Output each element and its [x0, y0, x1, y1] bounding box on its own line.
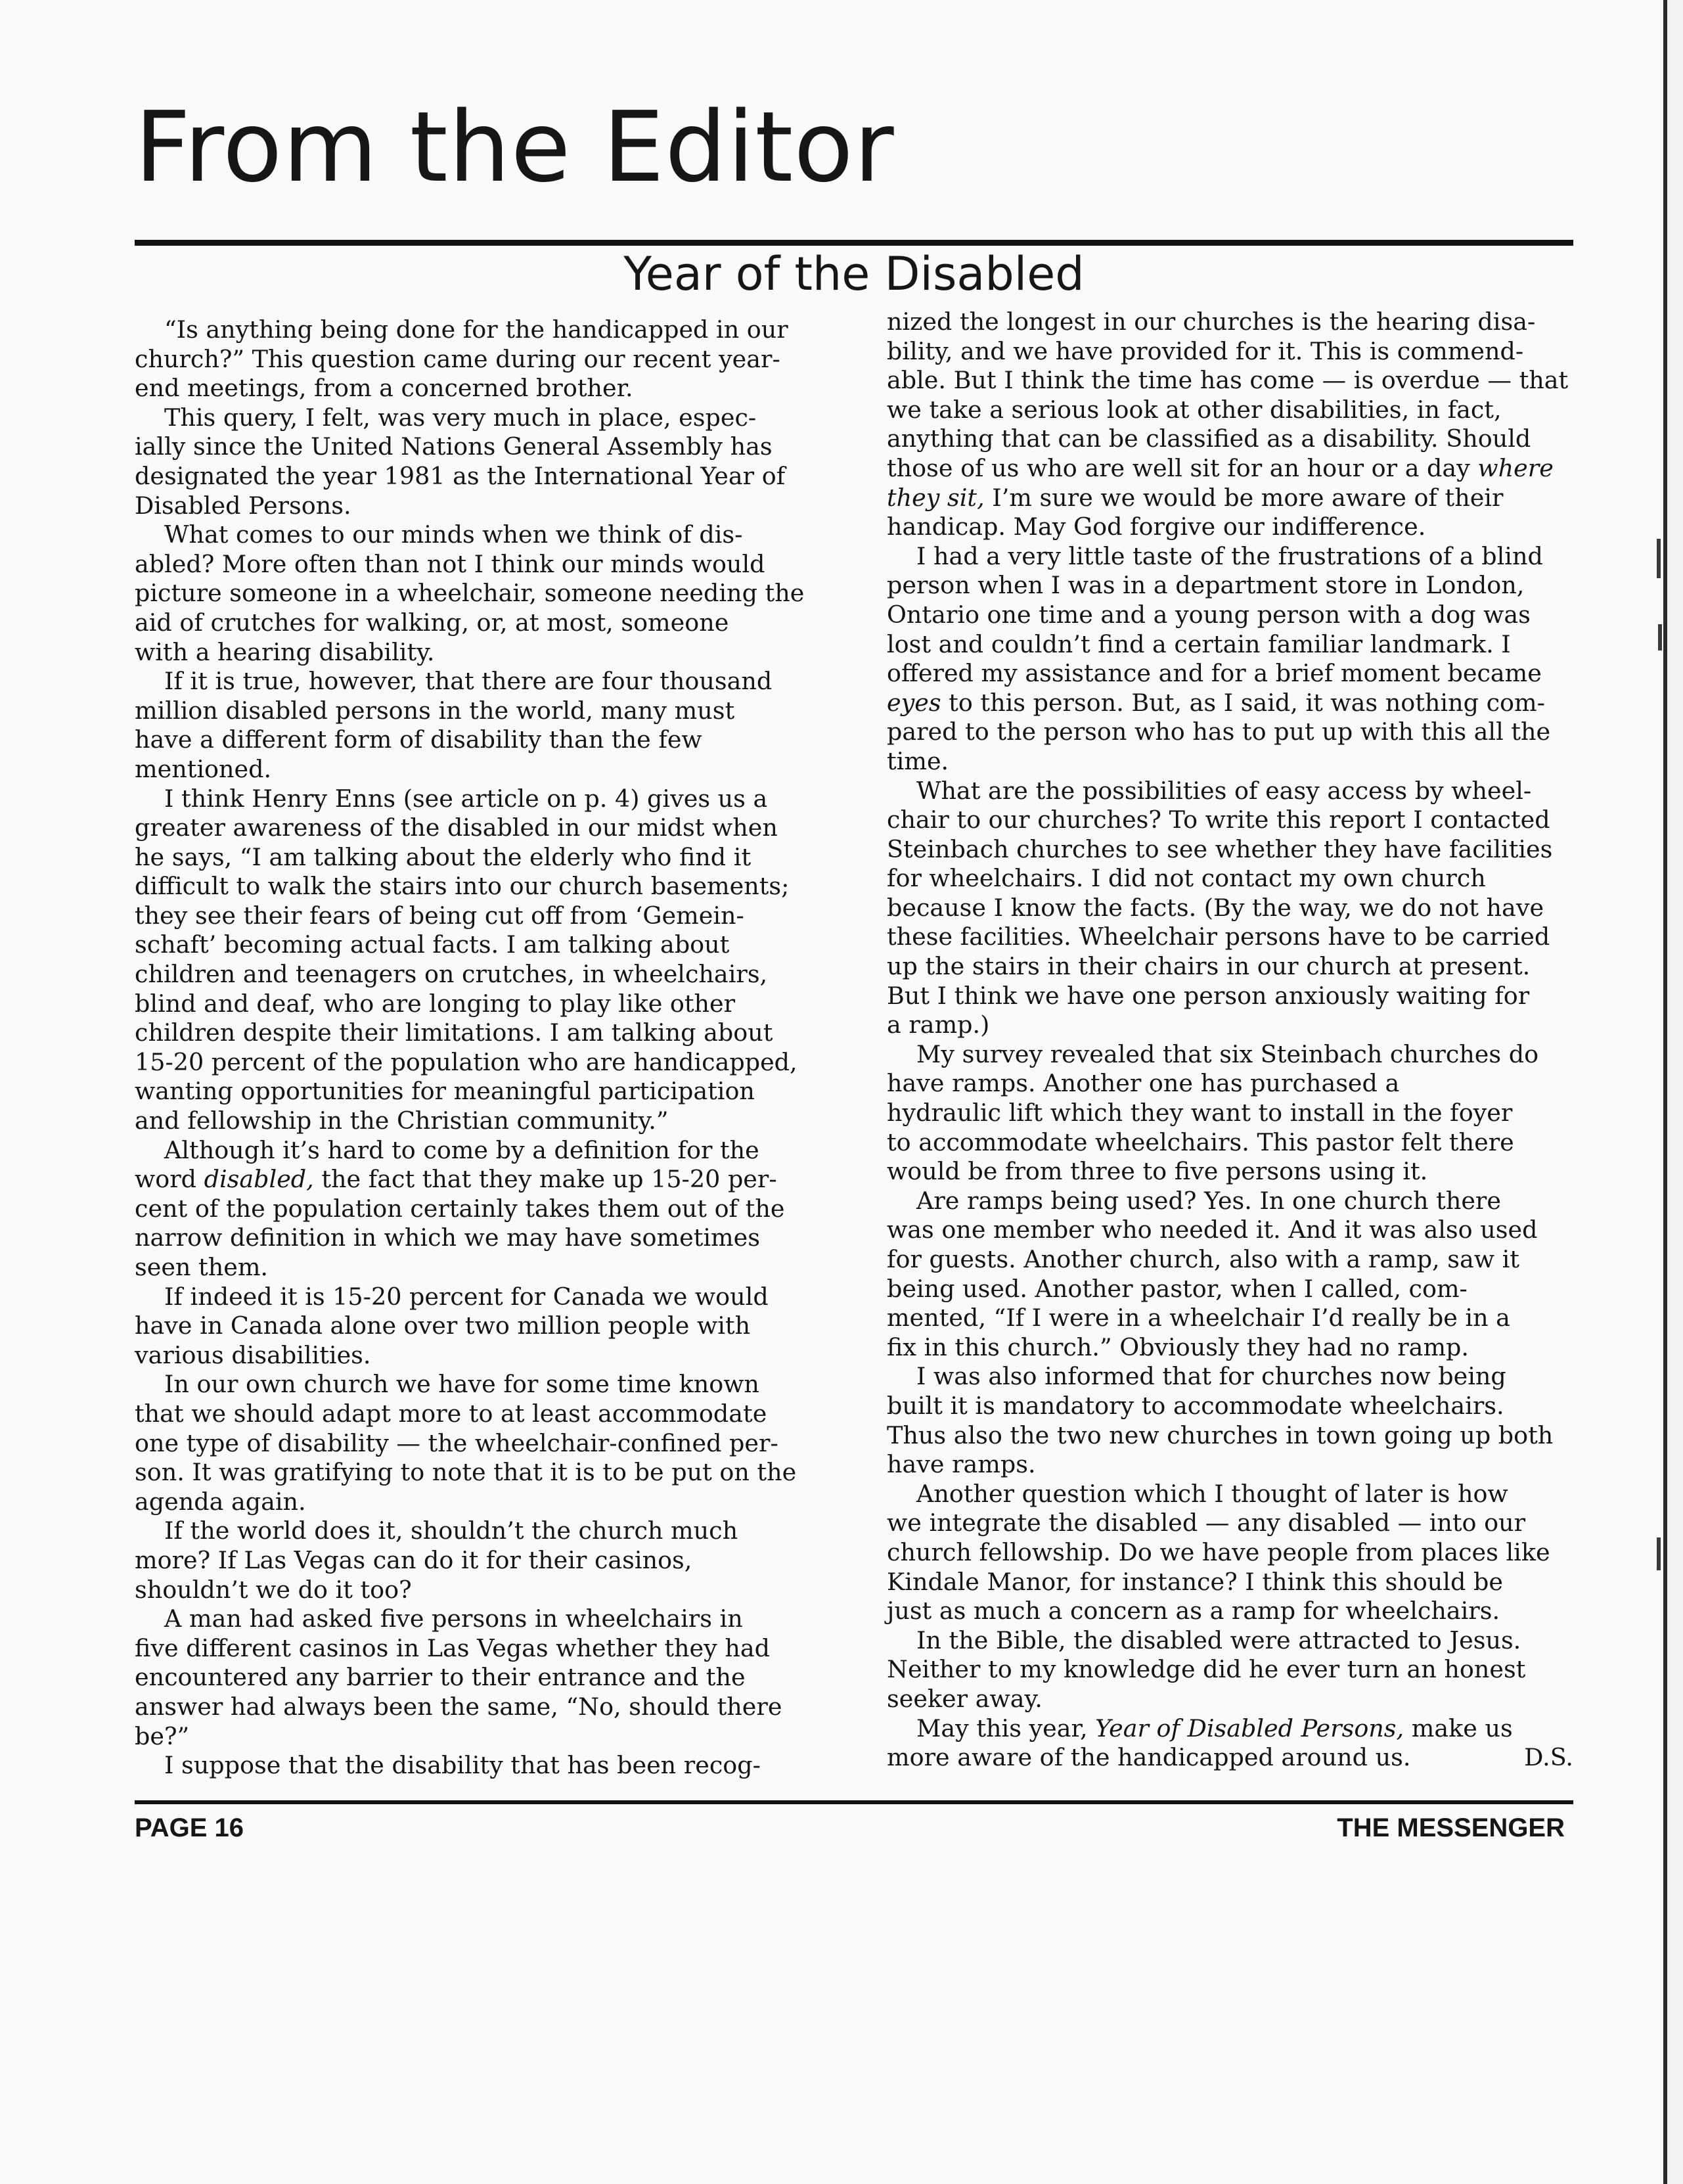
text-line [887, 1392, 1573, 1421]
text-line [887, 1245, 1573, 1275]
text-run: would be from three to five persons using it. [887, 1157, 1428, 1186]
text-line [887, 864, 1573, 894]
text-line [135, 608, 805, 638]
text-run: In our own church we have for some time known [164, 1370, 759, 1399]
text-run: This query, I felt, was very much in place, espec- [164, 403, 757, 432]
text-line [135, 1048, 805, 1078]
text-line [135, 785, 805, 814]
text-run: aid of crutches for walking, or, at most, someone [135, 608, 729, 637]
text-line [135, 990, 805, 1019]
text-line [887, 1069, 1573, 1099]
text-run: and fellowship in the Christian community.” [135, 1106, 669, 1135]
text-run: mentioned. [135, 754, 272, 783]
text-run: bility, and we have provided for it. This is commend- [887, 336, 1524, 365]
text-line [135, 1722, 805, 1752]
text-line [135, 462, 805, 491]
publication-name: THE MESSENGER [1337, 1813, 1565, 1842]
text-run: just as much a concern as a ramp for wheelchairs. [887, 1597, 1500, 1626]
text-line [887, 1655, 1573, 1685]
text-run: A man had asked five persons in wheelchairs in [164, 1604, 743, 1633]
text-run: these facilities. Wheelchair persons have to be carried [887, 922, 1550, 951]
header-rule [135, 240, 1573, 246]
text-run: Thus also the two new churches in town going up both [887, 1421, 1554, 1449]
text-run: seeker away. [887, 1684, 1043, 1713]
text-line [135, 638, 805, 668]
text-run: If indeed it is 15-20 percent for Canada we would [164, 1282, 769, 1311]
text-run: they see their fears of being cut off from ‘Gemein- [135, 901, 744, 930]
text-run: pared to the person who has to put up with this all the [887, 717, 1551, 746]
text-run: Another question which I thought of later is how [916, 1479, 1508, 1508]
text-line [887, 337, 1573, 367]
italic-run: eyes [887, 688, 941, 717]
text-line [887, 894, 1573, 923]
text-line [135, 1165, 805, 1194]
text-line [887, 1362, 1573, 1392]
text-run: What comes to our minds when we think of dis- [164, 520, 743, 549]
left-column [135, 315, 805, 1781]
text-run: have ramps. Another one has purchased a [887, 1069, 1400, 1098]
text-run: million disabled persons in the world, many must [135, 696, 735, 725]
text-line [135, 901, 805, 931]
text-line [887, 1509, 1573, 1538]
text-run: narrow definition in which we may have sometimes [135, 1223, 760, 1252]
text-line [887, 1743, 1573, 1773]
text-run: Although it’s hard to come by a definition for the [164, 1135, 759, 1164]
text-run: Ontario one time and a young person with a dog was [887, 600, 1531, 629]
text-run: wanting opportunities for meaningful participation [135, 1077, 755, 1106]
text-line [887, 659, 1573, 689]
text-run: built it is mandatory to accommodate wheelchairs. [887, 1391, 1504, 1420]
text-run: because I know the facts. (By the way, we do not have [887, 893, 1544, 922]
text-line [135, 1136, 805, 1166]
text-run: we take a serious look at other disabilities, in fact, [887, 395, 1502, 424]
text-run: with a hearing disability. [135, 637, 435, 666]
text-run: children and teenagers on crutches, in wheelchairs, [135, 960, 768, 989]
text-run: a ramp.) [887, 1011, 990, 1039]
text-run: have in Canada alone over two million people with [135, 1311, 751, 1340]
text-line [887, 1099, 1573, 1128]
text-line [887, 630, 1573, 660]
text-line [135, 1663, 805, 1693]
text-run: church fellowship. Do we have people from places like [887, 1537, 1550, 1566]
text-line [135, 1751, 805, 1781]
text-line [135, 1546, 805, 1576]
text-line [135, 1223, 805, 1253]
text-run: fix in this church.” Obviously they had no ramp. [887, 1332, 1470, 1361]
text-line [887, 1538, 1573, 1568]
text-run: mented, “If I were in a wheelchair I’d really be in a [887, 1304, 1510, 1332]
text-line [887, 1480, 1573, 1509]
italic-run: disabled, [204, 1165, 314, 1194]
text-line [135, 315, 805, 345]
text-line [135, 1634, 805, 1664]
text-run: May this year, [916, 1714, 1096, 1742]
text-line [135, 813, 805, 843]
text-run: greater awareness of the disabled in our midst when [135, 813, 778, 842]
text-line [887, 1714, 1573, 1744]
text-line [135, 1311, 805, 1341]
text-line [887, 1304, 1573, 1333]
scan-edge-mark [1658, 624, 1662, 650]
text-line [135, 843, 805, 873]
text-line [135, 345, 805, 375]
text-run: difficult to walk the stairs into our church basements; [135, 872, 790, 901]
text-line [135, 1399, 805, 1429]
text-run: shouldn’t we do it too? [135, 1575, 412, 1604]
text-line [135, 1488, 805, 1517]
text-run: abled? More often than not I think our minds would [135, 549, 765, 578]
text-run: Steinbach churches to see whether they have facilities [887, 834, 1553, 863]
text-run: being used. Another pastor, when I called, com- [887, 1274, 1468, 1303]
text-line [135, 755, 805, 785]
text-line [887, 922, 1573, 952]
text-run: be?” [135, 1721, 190, 1750]
text-run: ially since the United Nations General Assembly has [135, 432, 773, 461]
text-line [135, 1194, 805, 1224]
text-line [887, 1011, 1573, 1040]
text-line [135, 550, 805, 580]
text-line [887, 982, 1573, 1011]
text-run: Kindale Manor, for instance? I think this should be [887, 1567, 1503, 1596]
text-run: those of us who are well sit for an hour or a day [887, 453, 1478, 482]
text-line [887, 1333, 1573, 1363]
text-line [887, 1685, 1573, 1714]
page-number: PAGE 16 [135, 1813, 244, 1842]
text-line [135, 1693, 805, 1722]
text-line [135, 491, 805, 521]
text-line [135, 403, 805, 433]
text-run: What are the possibilities of easy access by wheel- [916, 776, 1532, 805]
text-run: we integrate the disabled — any disabled — into our [887, 1509, 1526, 1537]
text-run: was one member who needed it. And it was also used [887, 1216, 1538, 1244]
text-run: seen them. [135, 1253, 269, 1281]
scan-edge-mark [1657, 539, 1661, 578]
text-line [887, 454, 1573, 484]
text-run: Neither to my knowledge did he ever turn an honest [887, 1655, 1526, 1684]
text-line [887, 717, 1573, 747]
text-run: nized the longest in our churches is the hearing disa- [887, 307, 1536, 336]
text-line [135, 1077, 805, 1106]
text-line [887, 1275, 1573, 1304]
text-run: I’m sure we would be more aware of their [984, 483, 1504, 512]
text-line [887, 1450, 1573, 1480]
text-run: children despite their limitations. I am talking about [135, 1018, 773, 1047]
text-line [887, 424, 1573, 454]
text-run: end meetings, from a concerned brother. [135, 374, 633, 403]
text-line [135, 520, 805, 550]
text-run: more? If Las Vegas can do it for their casinos, [135, 1545, 692, 1574]
text-run: for guests. Another church, also with a ramp, saw it [887, 1245, 1519, 1273]
text-run: Disabled Persons. [135, 491, 351, 520]
text-run: for wheelchairs. I did not contact my own church [887, 864, 1486, 893]
text-run: I was also informed that for churches now being [916, 1362, 1506, 1391]
text-line [135, 872, 805, 901]
text-run: cent of the population certainly takes them out of the [135, 1194, 785, 1223]
footer-rule [135, 1800, 1573, 1804]
section-masthead: From the Editor [135, 91, 895, 204]
text-line [887, 1626, 1573, 1656]
scan-edge-mark [1657, 1537, 1661, 1570]
text-run: five different casinos in Las Vegas whether they had [135, 1633, 770, 1662]
text-run: I suppose that the disability that has been recog- [164, 1751, 761, 1780]
text-line [887, 512, 1573, 542]
text-run: designated the year 1981 as the International Year of [135, 461, 786, 490]
text-line [135, 725, 805, 755]
text-line [135, 432, 805, 462]
text-run: the fact that they make up 15-20 per- [313, 1165, 777, 1194]
text-line [887, 1040, 1573, 1070]
article-title: Year of the Disabled [623, 247, 1085, 301]
text-run: picture someone in a wheelchair, someone needing the [135, 579, 805, 608]
text-run: more aware of the handicapped around us. [887, 1743, 1411, 1772]
text-run: My survey revealed that six Steinbach churches do [916, 1039, 1539, 1068]
text-run: make us [1404, 1714, 1513, 1742]
text-run: answer had always been the same, “No, should there [135, 1692, 782, 1721]
text-line [135, 579, 805, 608]
text-run: Are ramps being used? Yes. In one church there [916, 1186, 1501, 1215]
text-run: handicap. May God forgive our indifference. [887, 512, 1426, 541]
text-run: “Is anything being done for the handicapped in our [164, 315, 788, 344]
text-run: one type of disability — the wheelchair-confined per- [135, 1428, 778, 1457]
text-line [887, 952, 1573, 982]
text-line [135, 1576, 805, 1605]
text-line [887, 1187, 1573, 1216]
text-line [887, 1157, 1573, 1187]
text-line [135, 1283, 805, 1312]
text-line [135, 1018, 805, 1048]
italic-run: where [1477, 453, 1554, 482]
text-line [887, 1597, 1573, 1626]
text-line [135, 1341, 805, 1371]
text-run: anything that can be classified as a disability. Should [887, 424, 1531, 453]
text-run: person when I was in a department store in London, [887, 571, 1525, 600]
text-line [887, 307, 1573, 337]
text-run: he says, “I am talking about the elderly who find it [135, 842, 752, 871]
text-run: agenda again. [135, 1487, 306, 1516]
italic-run: they sit, [887, 483, 985, 512]
text-run: time. [887, 746, 949, 775]
text-run: schaft’ becoming actual facts. I am talking about [135, 930, 730, 959]
text-run: church?” This question came during our recent year- [135, 344, 780, 373]
text-line [887, 396, 1573, 425]
text-line [887, 1216, 1573, 1245]
text-line [887, 747, 1573, 777]
text-run: word [135, 1165, 204, 1194]
text-run: up the stairs in their chairs in our church at present. [887, 952, 1531, 981]
text-run: able. But I think the time has come — is overdue — that [887, 366, 1569, 395]
text-run: various disabilities. [135, 1340, 371, 1369]
text-line [135, 667, 805, 696]
text-run: I had a very little taste of the frustrations of a blind [916, 541, 1543, 570]
text-line [135, 960, 805, 990]
text-line [887, 806, 1573, 835]
text-run: have a different form of disability than the few [135, 725, 702, 754]
text-line [135, 1516, 805, 1546]
text-line [887, 1421, 1573, 1451]
text-run: encountered any barrier to their entrance and the [135, 1663, 746, 1692]
italic-run: Year of Disabled Persons, [1095, 1714, 1404, 1742]
text-line [135, 1370, 805, 1399]
text-line [887, 1128, 1573, 1158]
text-run: But I think we have one person anxiously waiting for [887, 981, 1530, 1010]
text-line [135, 1429, 805, 1459]
text-line [135, 696, 805, 726]
text-line [887, 835, 1573, 865]
text-line [135, 1458, 805, 1488]
text-run: have ramps. [887, 1450, 1036, 1479]
text-run: If the world does it, shouldn’t the church much [164, 1516, 738, 1545]
text-run: offered my assistance and for a brief moment became [887, 659, 1542, 688]
text-line [887, 689, 1573, 718]
text-run: to this person. But, as I said, it was nothing com- [941, 688, 1545, 717]
text-line [887, 1568, 1573, 1597]
text-run: hydraulic lift which they want to install in the foyer [887, 1099, 1513, 1127]
text-run: son. It was gratifying to note that it is to be put on the [135, 1458, 797, 1487]
text-line [887, 571, 1573, 601]
text-line [887, 542, 1573, 572]
text-run: chair to our churches? To write this report I contacted [887, 806, 1550, 834]
text-run: blind and deaf, who are longing to play like other [135, 989, 736, 1018]
editor-signature: D.S. [1524, 1743, 1573, 1772]
text-line [135, 1106, 805, 1136]
text-run: I think Henry Enns (see article on p. 4) gives us a [164, 784, 768, 813]
text-line [135, 1604, 805, 1634]
text-line [135, 930, 805, 960]
text-run: lost and couldn’t find a certain familiar landmark. I [887, 629, 1511, 658]
text-line [135, 374, 805, 403]
right-column [887, 307, 1573, 1773]
text-run: In the Bible, the disabled were attracted to Jesus. [916, 1626, 1521, 1654]
text-run: If it is true, however, that there are four thousand [164, 667, 773, 696]
text-run: to accommodate wheelchairs. This pastor felt there [887, 1127, 1514, 1156]
text-run: 15-20 percent of the population who are handicapped, [135, 1047, 797, 1076]
text-line [887, 366, 1573, 396]
text-line [135, 1253, 805, 1283]
text-line [887, 777, 1573, 806]
text-line [887, 601, 1573, 630]
text-line [887, 484, 1573, 513]
text-run: that we should adapt more to at least accommodate [135, 1399, 767, 1428]
